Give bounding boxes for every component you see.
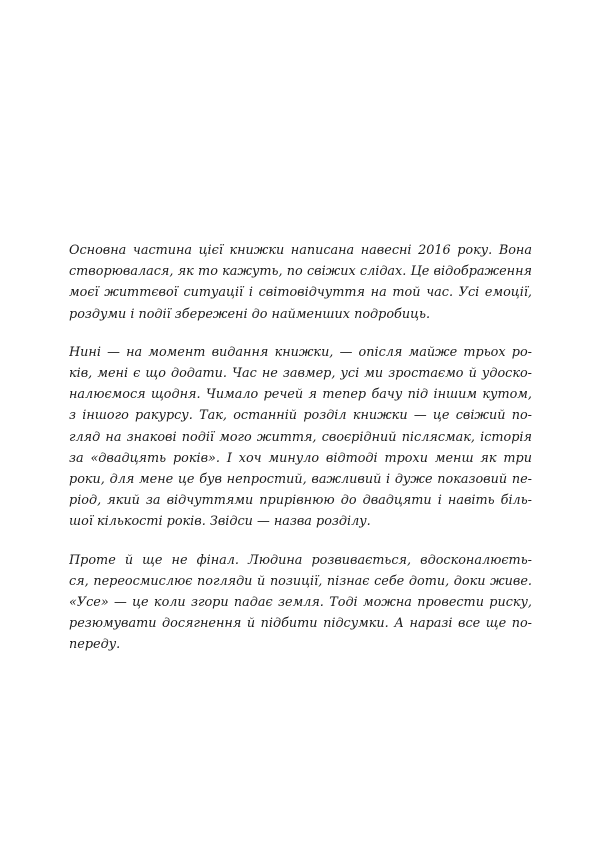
paragraph-1 [69, 240, 532, 325]
text-line: переду. [69, 637, 121, 653]
text-line: Основна частина цієї книжки написана навесні 2016 року. Вона [69, 243, 532, 258]
text-line: ків, мені є що додати. Час не завмер, усі ми зростаємо й удоско- [69, 366, 532, 382]
text-line: Нині — на момент видання книжки, — опісля майже трьох ро- [69, 344, 532, 360]
text-line: резюмувати досягнення й підбити підсумки. А наразі все ще по- [69, 616, 532, 632]
text-line: ся, переосмислює погляди й позиції, пізнає себе доти, доки живе. [69, 573, 532, 589]
text-line: шої кількості років. Звідси — назва розділу. [69, 514, 371, 530]
text-line: за «двадцять років». І хоч минуло відтоді трохи менш як три [69, 450, 532, 466]
text-line: ріод, який за відчуттями прирівнюю до двадцяти і навіть біль- [69, 493, 532, 509]
paragraph-3 [69, 550, 532, 656]
text-line: Проте й ще не фінал. Людина розвивається, вдосконалюєть- [69, 552, 532, 568]
text-line: роки, для мене це був непростий, важливий і дуже показовий пе- [69, 472, 532, 488]
page-text [69, 240, 532, 673]
text-line: з іншого ракурсу. Так, останній розділ книжки — це свіжий по- [69, 408, 532, 424]
text-line: створювалася, як то кажуть, по свіжих слідах. Це відображення [69, 264, 532, 280]
text-line: моєї життєвої ситуації і світовідчуття на той час. Усі емоції, [69, 285, 532, 301]
text-line: «Усе» — це коли згори падає земля. Тоді можна провести риску, [69, 595, 532, 611]
text-line: роздуми і події збережені до найменших подробиць. [69, 306, 431, 322]
paragraph-2 [69, 342, 532, 533]
text-line: налюємося щодня. Чимало речей я тепер бачу під іншим кутом, [69, 387, 532, 403]
text-line: гляд на знакові події мого життя, своєрідний післясмак, історія [69, 429, 532, 445]
